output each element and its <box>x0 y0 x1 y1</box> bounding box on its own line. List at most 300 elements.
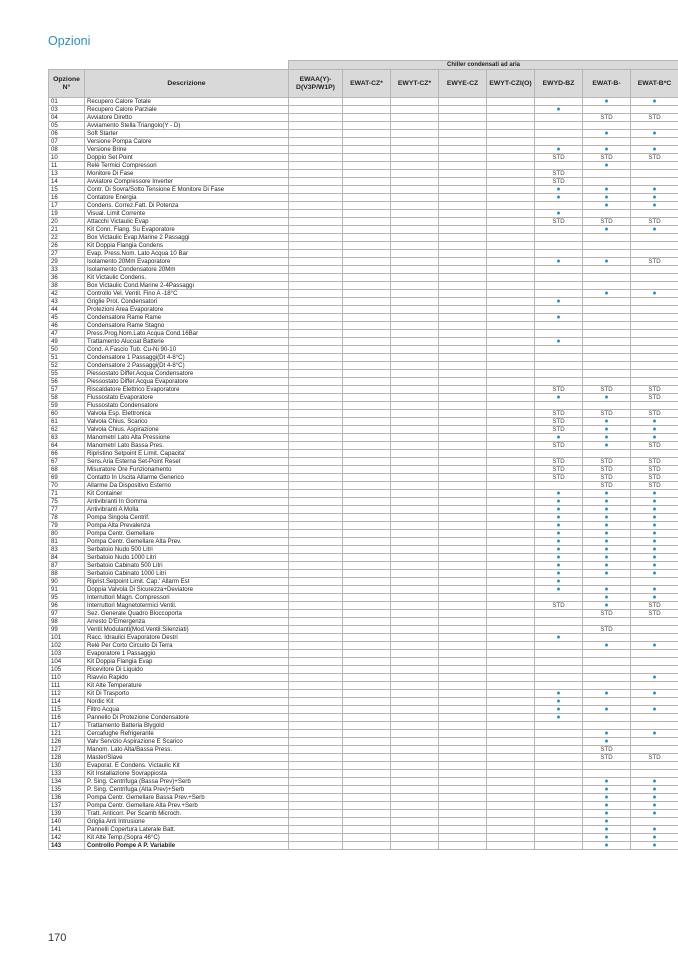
empty-cell <box>439 618 487 626</box>
empty-cell <box>343 730 391 738</box>
option-number: 133 <box>49 770 85 778</box>
empty-cell <box>343 386 391 394</box>
empty-cell <box>289 418 343 426</box>
empty-cell <box>535 650 583 658</box>
dot-icon: ● <box>604 530 609 537</box>
empty-cell <box>439 762 487 770</box>
table-row <box>49 786 678 794</box>
table-row <box>49 282 678 290</box>
option-number: 95 <box>49 594 85 602</box>
empty-cell <box>391 586 439 594</box>
empty-cell <box>487 210 535 218</box>
dot-icon: ● <box>556 634 561 641</box>
group-header-row <box>49 61 678 70</box>
standard-label: STD <box>535 466 583 474</box>
table-row <box>49 178 678 186</box>
availability-dot <box>535 570 583 578</box>
empty-cell <box>631 714 678 722</box>
option-description: Serbatoio Nudo 500 Litri <box>85 546 289 554</box>
availability-dot <box>535 586 583 594</box>
empty-cell <box>583 378 631 386</box>
table-row <box>49 778 678 786</box>
empty-cell <box>289 218 343 226</box>
empty-cell <box>535 322 583 330</box>
standard-label: STD <box>535 170 583 178</box>
empty-cell <box>391 842 439 850</box>
column-header: Descrizione <box>85 70 289 98</box>
empty-cell <box>631 282 678 290</box>
standard-label: STD <box>631 218 678 226</box>
empty-cell <box>289 746 343 754</box>
empty-cell <box>391 138 439 146</box>
option-number: 51 <box>49 354 85 362</box>
empty-cell <box>343 690 391 698</box>
standard-label: STD <box>535 178 583 186</box>
empty-cell <box>391 266 439 274</box>
dot-icon: ● <box>604 562 609 569</box>
empty-cell <box>289 138 343 146</box>
empty-cell <box>631 138 678 146</box>
option-description: Recupero Calore Parziale <box>85 106 289 114</box>
standard-label: STD <box>631 610 678 618</box>
empty-cell <box>439 250 487 258</box>
empty-cell <box>583 306 631 314</box>
availability-dot <box>535 506 583 514</box>
empty-cell <box>631 650 678 658</box>
empty-cell <box>343 434 391 442</box>
empty-cell <box>583 722 631 730</box>
table-row <box>49 490 678 498</box>
empty-cell <box>439 530 487 538</box>
empty-cell <box>535 674 583 682</box>
dot-icon: ● <box>652 834 657 841</box>
empty-cell <box>343 818 391 826</box>
table-row <box>49 378 678 386</box>
option-description: Riprist.Setpoint Limit. Cap.' Allarm Est <box>85 578 289 586</box>
empty-cell <box>391 514 439 522</box>
empty-cell <box>439 426 487 434</box>
option-number: 21 <box>49 226 85 234</box>
dot-icon: ● <box>556 258 561 265</box>
empty-cell <box>487 586 535 594</box>
option-description: Box Victaulic Evap.Marine 2 Passaggi <box>85 234 289 242</box>
empty-cell <box>439 506 487 514</box>
empty-cell <box>487 570 535 578</box>
availability-dot <box>631 642 678 650</box>
empty-cell <box>487 122 535 130</box>
availability-dot <box>583 442 631 450</box>
empty-cell <box>439 442 487 450</box>
empty-cell <box>439 98 487 106</box>
availability-dot <box>535 690 583 698</box>
standard-label: STD <box>583 746 631 754</box>
dot-icon: ● <box>556 146 561 153</box>
empty-cell <box>343 674 391 682</box>
empty-cell <box>391 322 439 330</box>
empty-cell <box>439 362 487 370</box>
empty-cell <box>487 738 535 746</box>
availability-dot <box>631 706 678 714</box>
availability-dot <box>583 290 631 298</box>
empty-cell <box>289 754 343 762</box>
empty-cell <box>487 818 535 826</box>
table-row <box>49 418 678 426</box>
empty-cell <box>583 210 631 218</box>
empty-cell <box>487 242 535 250</box>
dot-icon: ● <box>652 290 657 297</box>
table-row <box>49 306 678 314</box>
table-row <box>49 666 678 674</box>
option-number: 66 <box>49 450 85 458</box>
table-row <box>49 266 678 274</box>
standard-label: STD <box>631 754 678 762</box>
empty-cell <box>439 154 487 162</box>
empty-cell <box>487 426 535 434</box>
option-description: Misuratore Ore Funzionamento <box>85 466 289 474</box>
empty-cell <box>583 138 631 146</box>
empty-cell <box>391 738 439 746</box>
standard-label: STD <box>535 474 583 482</box>
empty-cell <box>631 250 678 258</box>
availability-dot <box>535 194 583 202</box>
empty-cell <box>487 338 535 346</box>
availability-dot <box>535 338 583 346</box>
empty-cell <box>631 626 678 634</box>
dot-icon: ● <box>556 522 561 529</box>
table-row <box>49 226 678 234</box>
empty-cell <box>487 554 535 562</box>
option-description: Protezioni Area Evaporatore <box>85 306 289 314</box>
empty-cell <box>583 354 631 362</box>
empty-cell <box>391 570 439 578</box>
empty-cell <box>343 354 391 362</box>
table-row <box>49 626 678 634</box>
empty-cell <box>289 434 343 442</box>
dot-icon: ● <box>604 794 609 801</box>
empty-cell <box>343 138 391 146</box>
dot-icon: ● <box>556 578 561 585</box>
option-number: 67 <box>49 458 85 466</box>
empty-cell <box>439 698 487 706</box>
empty-cell <box>535 778 583 786</box>
dot-icon: ● <box>652 794 657 801</box>
option-description: Griglie Prot. Condensatori <box>85 298 289 306</box>
empty-cell <box>391 290 439 298</box>
option-number: 114 <box>49 698 85 706</box>
empty-cell <box>289 650 343 658</box>
option-description: Riavvio Rapido <box>85 674 289 682</box>
empty-cell <box>439 834 487 842</box>
empty-cell <box>289 178 343 186</box>
table-row <box>49 354 678 362</box>
empty-cell <box>487 418 535 426</box>
empty-cell <box>487 138 535 146</box>
empty-cell <box>289 106 343 114</box>
empty-cell <box>535 722 583 730</box>
table-row <box>49 642 678 650</box>
empty-cell <box>439 138 487 146</box>
option-description: Attacchi Victaulic Evap <box>85 218 289 226</box>
empty-cell <box>631 106 678 114</box>
empty-cell <box>487 266 535 274</box>
empty-cell <box>343 322 391 330</box>
availability-dot <box>535 490 583 498</box>
option-number: 117 <box>49 722 85 730</box>
empty-cell <box>391 186 439 194</box>
empty-cell <box>439 290 487 298</box>
empty-cell <box>391 698 439 706</box>
option-number: 112 <box>49 690 85 698</box>
empty-cell <box>343 290 391 298</box>
dot-icon: ● <box>556 394 561 401</box>
option-number: 75 <box>49 498 85 506</box>
dot-icon: ● <box>556 690 561 697</box>
empty-cell <box>487 826 535 834</box>
empty-cell <box>583 338 631 346</box>
empty-cell <box>391 562 439 570</box>
empty-cell <box>535 130 583 138</box>
empty-cell <box>391 394 439 402</box>
empty-cell <box>289 770 343 778</box>
empty-cell <box>391 122 439 130</box>
empty-cell <box>289 762 343 770</box>
table-row <box>49 394 678 402</box>
empty-cell <box>631 722 678 730</box>
option-description: Serbatoio Nudo 1000 Litri <box>85 554 289 562</box>
empty-cell <box>289 282 343 290</box>
empty-cell <box>535 594 583 602</box>
empty-cell <box>487 202 535 210</box>
empty-cell <box>487 354 535 362</box>
empty-cell <box>535 378 583 386</box>
empty-cell <box>391 418 439 426</box>
empty-cell <box>343 418 391 426</box>
option-number: 96 <box>49 602 85 610</box>
option-number: 19 <box>49 210 85 218</box>
availability-dot <box>631 98 678 106</box>
empty-cell <box>391 314 439 322</box>
empty-cell <box>391 626 439 634</box>
empty-cell <box>487 490 535 498</box>
option-number: 27 <box>49 250 85 258</box>
standard-label: STD <box>535 386 583 394</box>
empty-cell <box>289 482 343 490</box>
empty-cell <box>289 122 343 130</box>
empty-cell <box>439 674 487 682</box>
dot-icon: ● <box>652 146 657 153</box>
dot-icon: ● <box>604 498 609 505</box>
empty-cell <box>439 162 487 170</box>
empty-cell <box>439 402 487 410</box>
empty-cell <box>289 114 343 122</box>
empty-cell <box>439 194 487 202</box>
empty-cell <box>535 202 583 210</box>
availability-dot <box>583 562 631 570</box>
empty-cell <box>439 522 487 530</box>
table-row <box>49 570 678 578</box>
empty-cell <box>487 746 535 754</box>
option-description: Valvola Chius. Scarico <box>85 418 289 426</box>
dot-icon: ● <box>652 202 657 209</box>
table-row <box>49 194 678 202</box>
empty-cell <box>289 362 343 370</box>
option-number: 91 <box>49 586 85 594</box>
empty-cell <box>343 762 391 770</box>
availability-dot <box>631 146 678 154</box>
empty-cell <box>391 410 439 418</box>
empty-cell <box>343 98 391 106</box>
dot-icon: ● <box>556 490 561 497</box>
column-header: EWAT-B- <box>583 70 631 98</box>
empty-cell <box>631 450 678 458</box>
empty-cell <box>535 626 583 634</box>
availability-dot <box>583 194 631 202</box>
availability-dot <box>631 426 678 434</box>
empty-cell <box>343 594 391 602</box>
option-description: Evaporatore 1 Passaggio <box>85 650 289 658</box>
empty-cell <box>289 378 343 386</box>
empty-cell <box>343 362 391 370</box>
dot-icon: ● <box>556 506 561 513</box>
empty-cell <box>289 722 343 730</box>
empty-cell <box>289 514 343 522</box>
empty-cell <box>487 234 535 242</box>
empty-cell <box>535 658 583 666</box>
empty-cell <box>535 610 583 618</box>
option-number: 14 <box>49 178 85 186</box>
empty-cell <box>391 306 439 314</box>
option-number: 87 <box>49 562 85 570</box>
availability-dot <box>583 586 631 594</box>
empty-cell <box>289 498 343 506</box>
availability-dot <box>631 290 678 298</box>
empty-cell <box>487 602 535 610</box>
empty-cell <box>439 274 487 282</box>
empty-cell <box>631 698 678 706</box>
dot-icon: ● <box>604 162 609 169</box>
empty-cell <box>631 170 678 178</box>
empty-cell <box>289 410 343 418</box>
availability-dot <box>535 106 583 114</box>
empty-cell <box>487 618 535 626</box>
empty-cell <box>391 610 439 618</box>
empty-cell <box>439 578 487 586</box>
empty-cell <box>487 346 535 354</box>
availability-dot <box>583 810 631 818</box>
dot-icon: ● <box>604 554 609 561</box>
empty-cell <box>631 298 678 306</box>
option-number: 08 <box>49 146 85 154</box>
empty-cell <box>343 178 391 186</box>
empty-cell <box>487 666 535 674</box>
empty-cell <box>343 474 391 482</box>
dot-icon: ● <box>604 842 609 849</box>
standard-label: STD <box>583 474 631 482</box>
empty-cell <box>343 338 391 346</box>
empty-cell <box>487 714 535 722</box>
table-row <box>49 722 678 730</box>
empty-cell <box>343 842 391 850</box>
availability-dot <box>535 514 583 522</box>
availability-dot <box>535 698 583 706</box>
option-number: 71 <box>49 490 85 498</box>
option-description: Pompa Singola Centrif. <box>85 514 289 522</box>
empty-cell <box>289 618 343 626</box>
standard-label: STD <box>583 610 631 618</box>
empty-cell <box>487 218 535 226</box>
dot-icon: ● <box>604 442 609 449</box>
dot-icon: ● <box>652 130 657 137</box>
empty-cell <box>583 330 631 338</box>
empty-cell <box>487 146 535 154</box>
empty-cell <box>439 226 487 234</box>
empty-cell <box>535 818 583 826</box>
empty-cell <box>439 778 487 786</box>
dot-icon: ● <box>652 826 657 833</box>
table-row <box>49 578 678 586</box>
empty-cell <box>631 346 678 354</box>
table-row <box>49 154 678 162</box>
empty-cell <box>289 242 343 250</box>
option-number: 102 <box>49 642 85 650</box>
empty-cell <box>487 186 535 194</box>
option-number: 55 <box>49 370 85 378</box>
availability-dot <box>631 842 678 850</box>
empty-cell <box>343 650 391 658</box>
option-number: 68 <box>49 466 85 474</box>
option-number: 29 <box>49 258 85 266</box>
table-row <box>49 370 678 378</box>
empty-cell <box>439 146 487 154</box>
empty-cell <box>631 274 678 282</box>
option-number: 77 <box>49 506 85 514</box>
empty-cell <box>343 170 391 178</box>
option-description: Pompa Alta Prevalenza <box>85 522 289 530</box>
table-row <box>49 138 678 146</box>
availability-dot <box>631 530 678 538</box>
availability-dot <box>583 834 631 842</box>
empty-cell <box>631 770 678 778</box>
standard-label: STD <box>631 602 678 610</box>
standard-label: STD <box>631 386 678 394</box>
empty-cell <box>535 306 583 314</box>
table-row <box>49 162 678 170</box>
empty-cell <box>535 354 583 362</box>
empty-cell <box>439 602 487 610</box>
empty-cell <box>487 506 535 514</box>
table-row <box>49 618 678 626</box>
empty-cell <box>487 754 535 762</box>
empty-cell <box>289 690 343 698</box>
empty-cell <box>391 442 439 450</box>
empty-cell <box>631 618 678 626</box>
option-description: Controllo Vel. Ventil. Fino A -18°C <box>85 290 289 298</box>
empty-cell <box>391 754 439 762</box>
option-description: Master/Slave <box>85 754 289 762</box>
empty-cell <box>289 818 343 826</box>
empty-cell <box>487 634 535 642</box>
availability-dot <box>631 730 678 738</box>
empty-cell <box>391 554 439 562</box>
empty-cell <box>391 506 439 514</box>
empty-cell <box>487 282 535 290</box>
empty-cell <box>343 234 391 242</box>
option-number: 17 <box>49 202 85 210</box>
empty-cell <box>343 666 391 674</box>
option-number: 42 <box>49 290 85 298</box>
empty-cell <box>487 402 535 410</box>
empty-cell <box>343 810 391 818</box>
